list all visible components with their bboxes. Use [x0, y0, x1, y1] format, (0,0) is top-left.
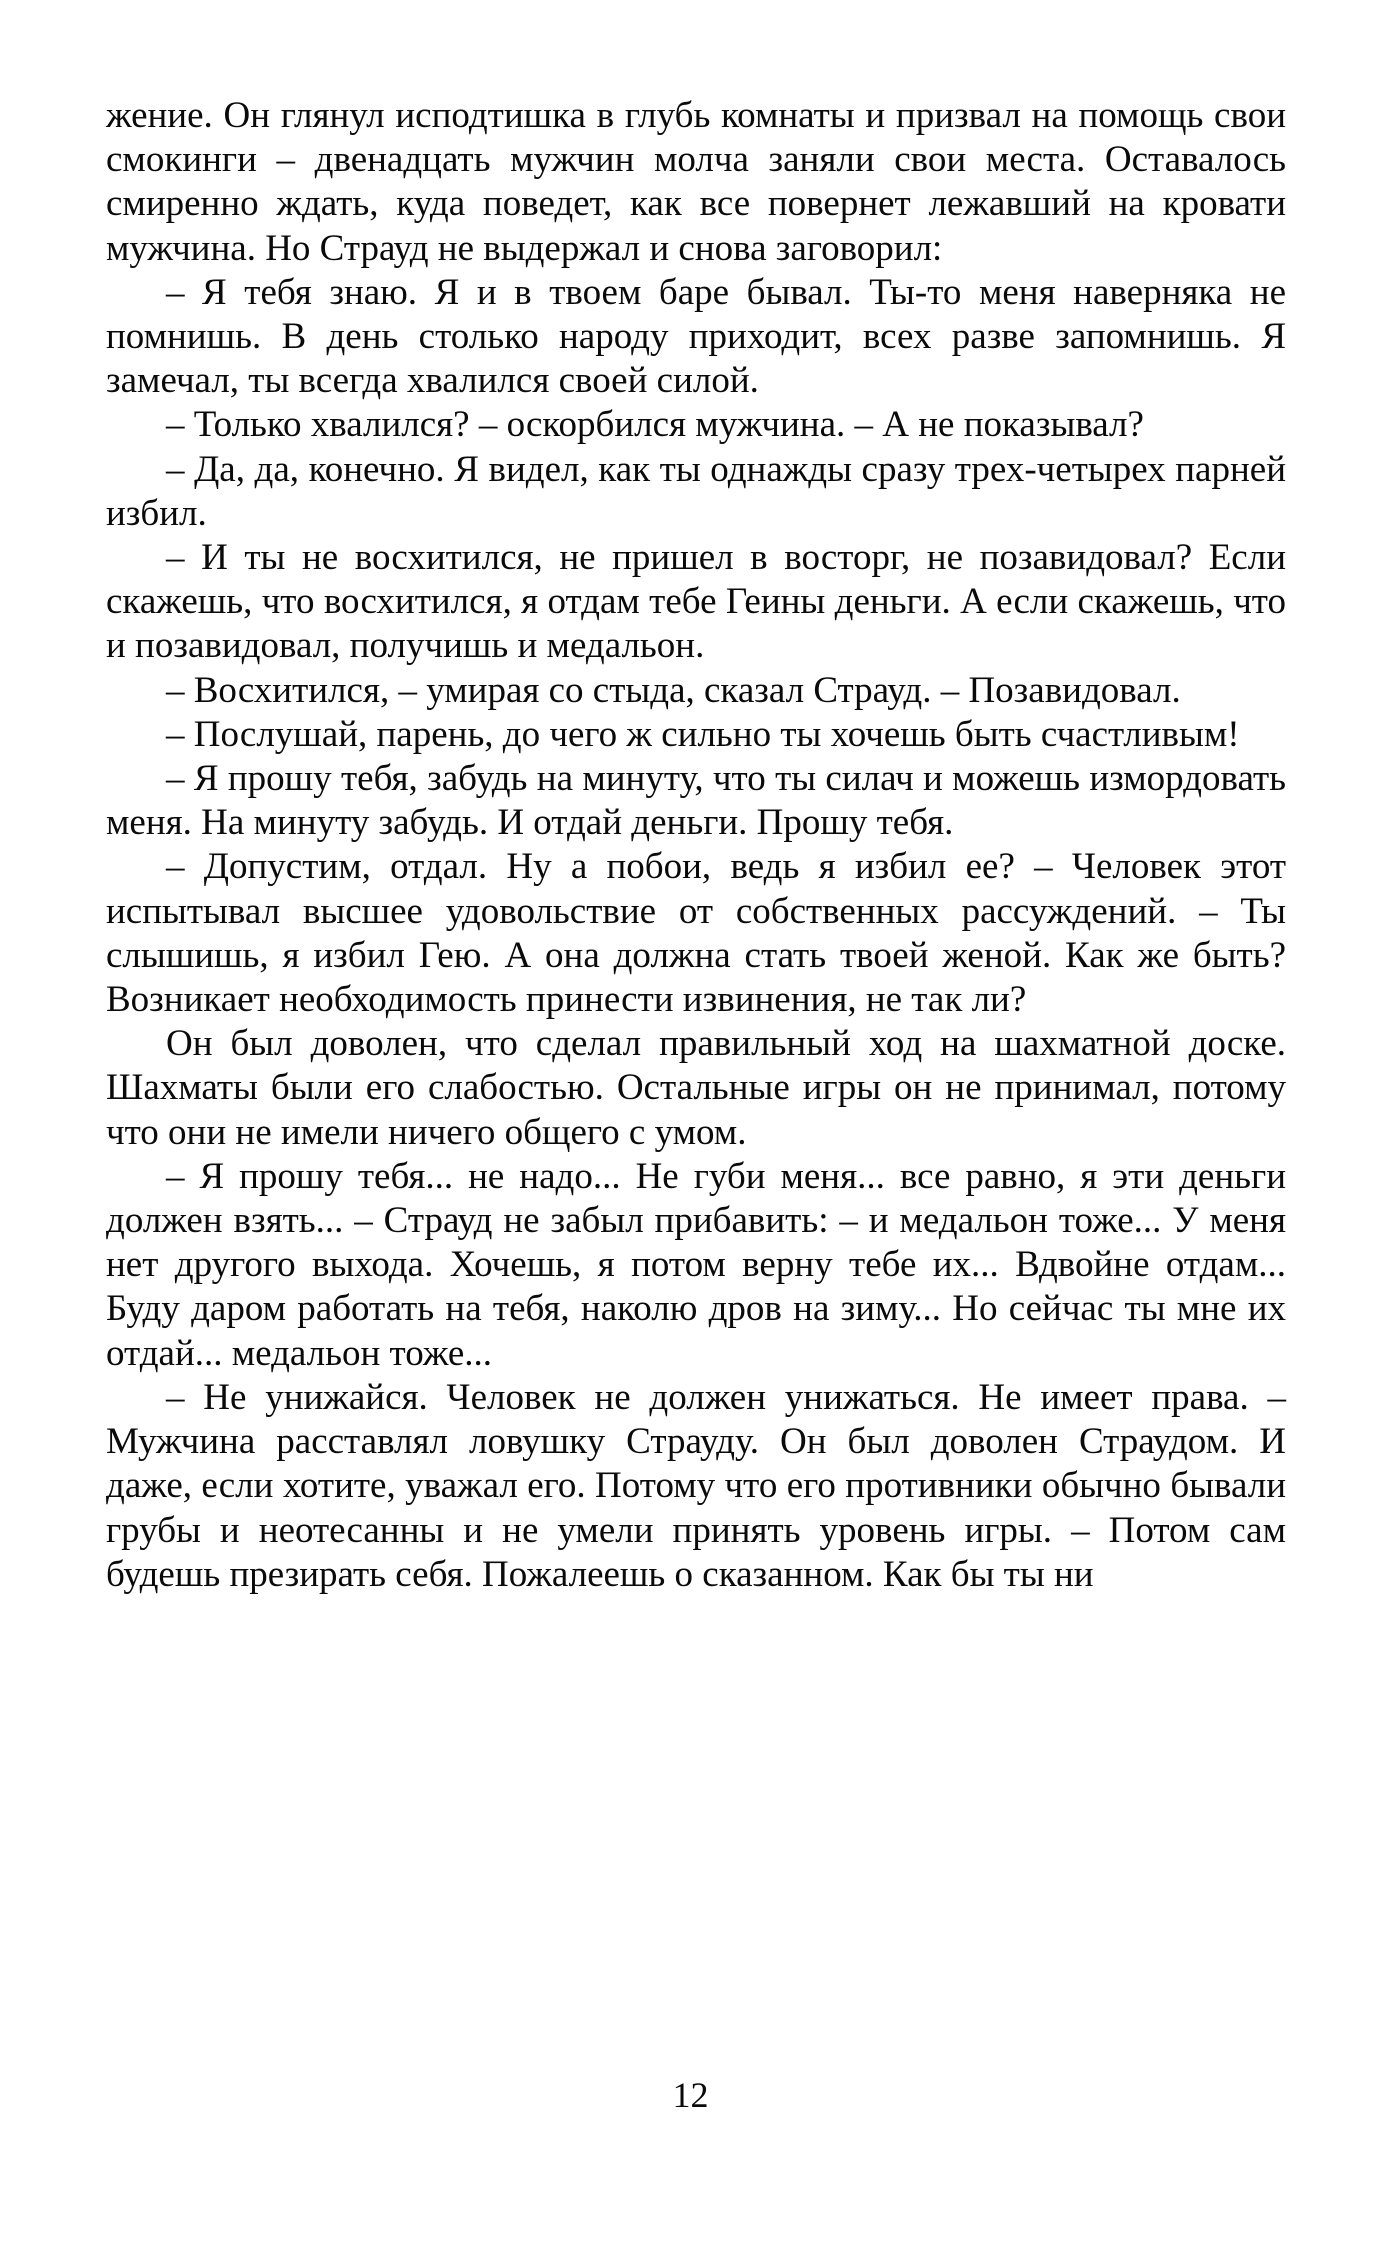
page-number: 12 — [672, 2075, 709, 2115]
paragraph: – Восхитился, – умирая со стыда, сказал Страуд. – Позавидовал. — [166, 669, 1181, 711]
paragraph: – Я тебя знаю. Я и в твоем баре бывал. Ты-то меня наверняка не помнишь. В день столько народу приходит, всех разве запомнишь. Я замечал, ты всегда хвалился своей силой. — [106, 271, 1286, 402]
paragraph: – Я прошу тебя... не надо... Не губи меня... все равно, я эти деньги должен взять... – Страуд не забыл прибавить: – и медальон тоже... У меня нет другого выхода. Хочешь, я потом верну тебе их... Вдвойне отдам... Буду даром работать на тебя, наколю дров на зиму... Но сейчас ты мне их отдай... медальон тоже... — [106, 1155, 1286, 1374]
paragraph: – Я прошу тебя, забудь на минуту, что ты силач и можешь измордовать меня. На минуту забудь. И отдай деньги. Прошу тебя. — [106, 758, 1286, 844]
paragraph: – Только хвалился? – оскорбился мужчина. – А не показывал? — [166, 404, 1144, 446]
paragraph: – И ты не восхитился, не пришел в восторг, не позавидовал? Если скажешь, что восхитился, я отдам тебе Геины деньги. А если скажешь, что и позавидовал, получишь и медальон. — [106, 537, 1286, 667]
paragraph: Он был доволен, что сделал правильный ход на шахматной доске. Шахматы были его слабостью. Остальные игры он не принимал, потому что они не имели ничего общего с умом. — [106, 1023, 1286, 1153]
paragraph: – Допустим, отдал. Ну а побои, ведь я избил ее? – Человек этот испытывал высшее удовольствие от собственных рассуждений. – Ты слышишь, я избил Гею. А она должна стать твоей женой. Как же быть? Возникает необходимость принести извинения, не так ли? — [106, 846, 1286, 1021]
paragraph: – Да, да, конечно. Я видел, как ты однажды сразу трех-четырех парней избил. — [106, 448, 1286, 534]
body-text — [106, 94, 1286, 1597]
paragraph: – Не унижайся. Человек не должен унижаться. Не имеет права. – Мужчина расставлял ловушку Страуду. Он был доволен Страудом. И даже, если хотите, уважал его. Потому что его противники обычно бывали грубы и неотесанны и не умели принять уровень игры. – Потом сам будешь презирать себя. Пожалеешь о сказанном. Как бы ты ни — [106, 1376, 1286, 1595]
paragraph: жение. Он глянул исподтишка в глубь комнаты и призвал на помощь свои смокинги – двенадцать мужчин молча заняли свои места. Оставалось смиренно ждать, куда поведет, как все повернет лежавший на кровати мужчина. Но Страуд не выдержал и снова заговорил: — [106, 95, 1286, 269]
paragraph: – Послушай, парень, до чего ж сильно ты хочешь быть счастливым! — [166, 713, 1240, 755]
